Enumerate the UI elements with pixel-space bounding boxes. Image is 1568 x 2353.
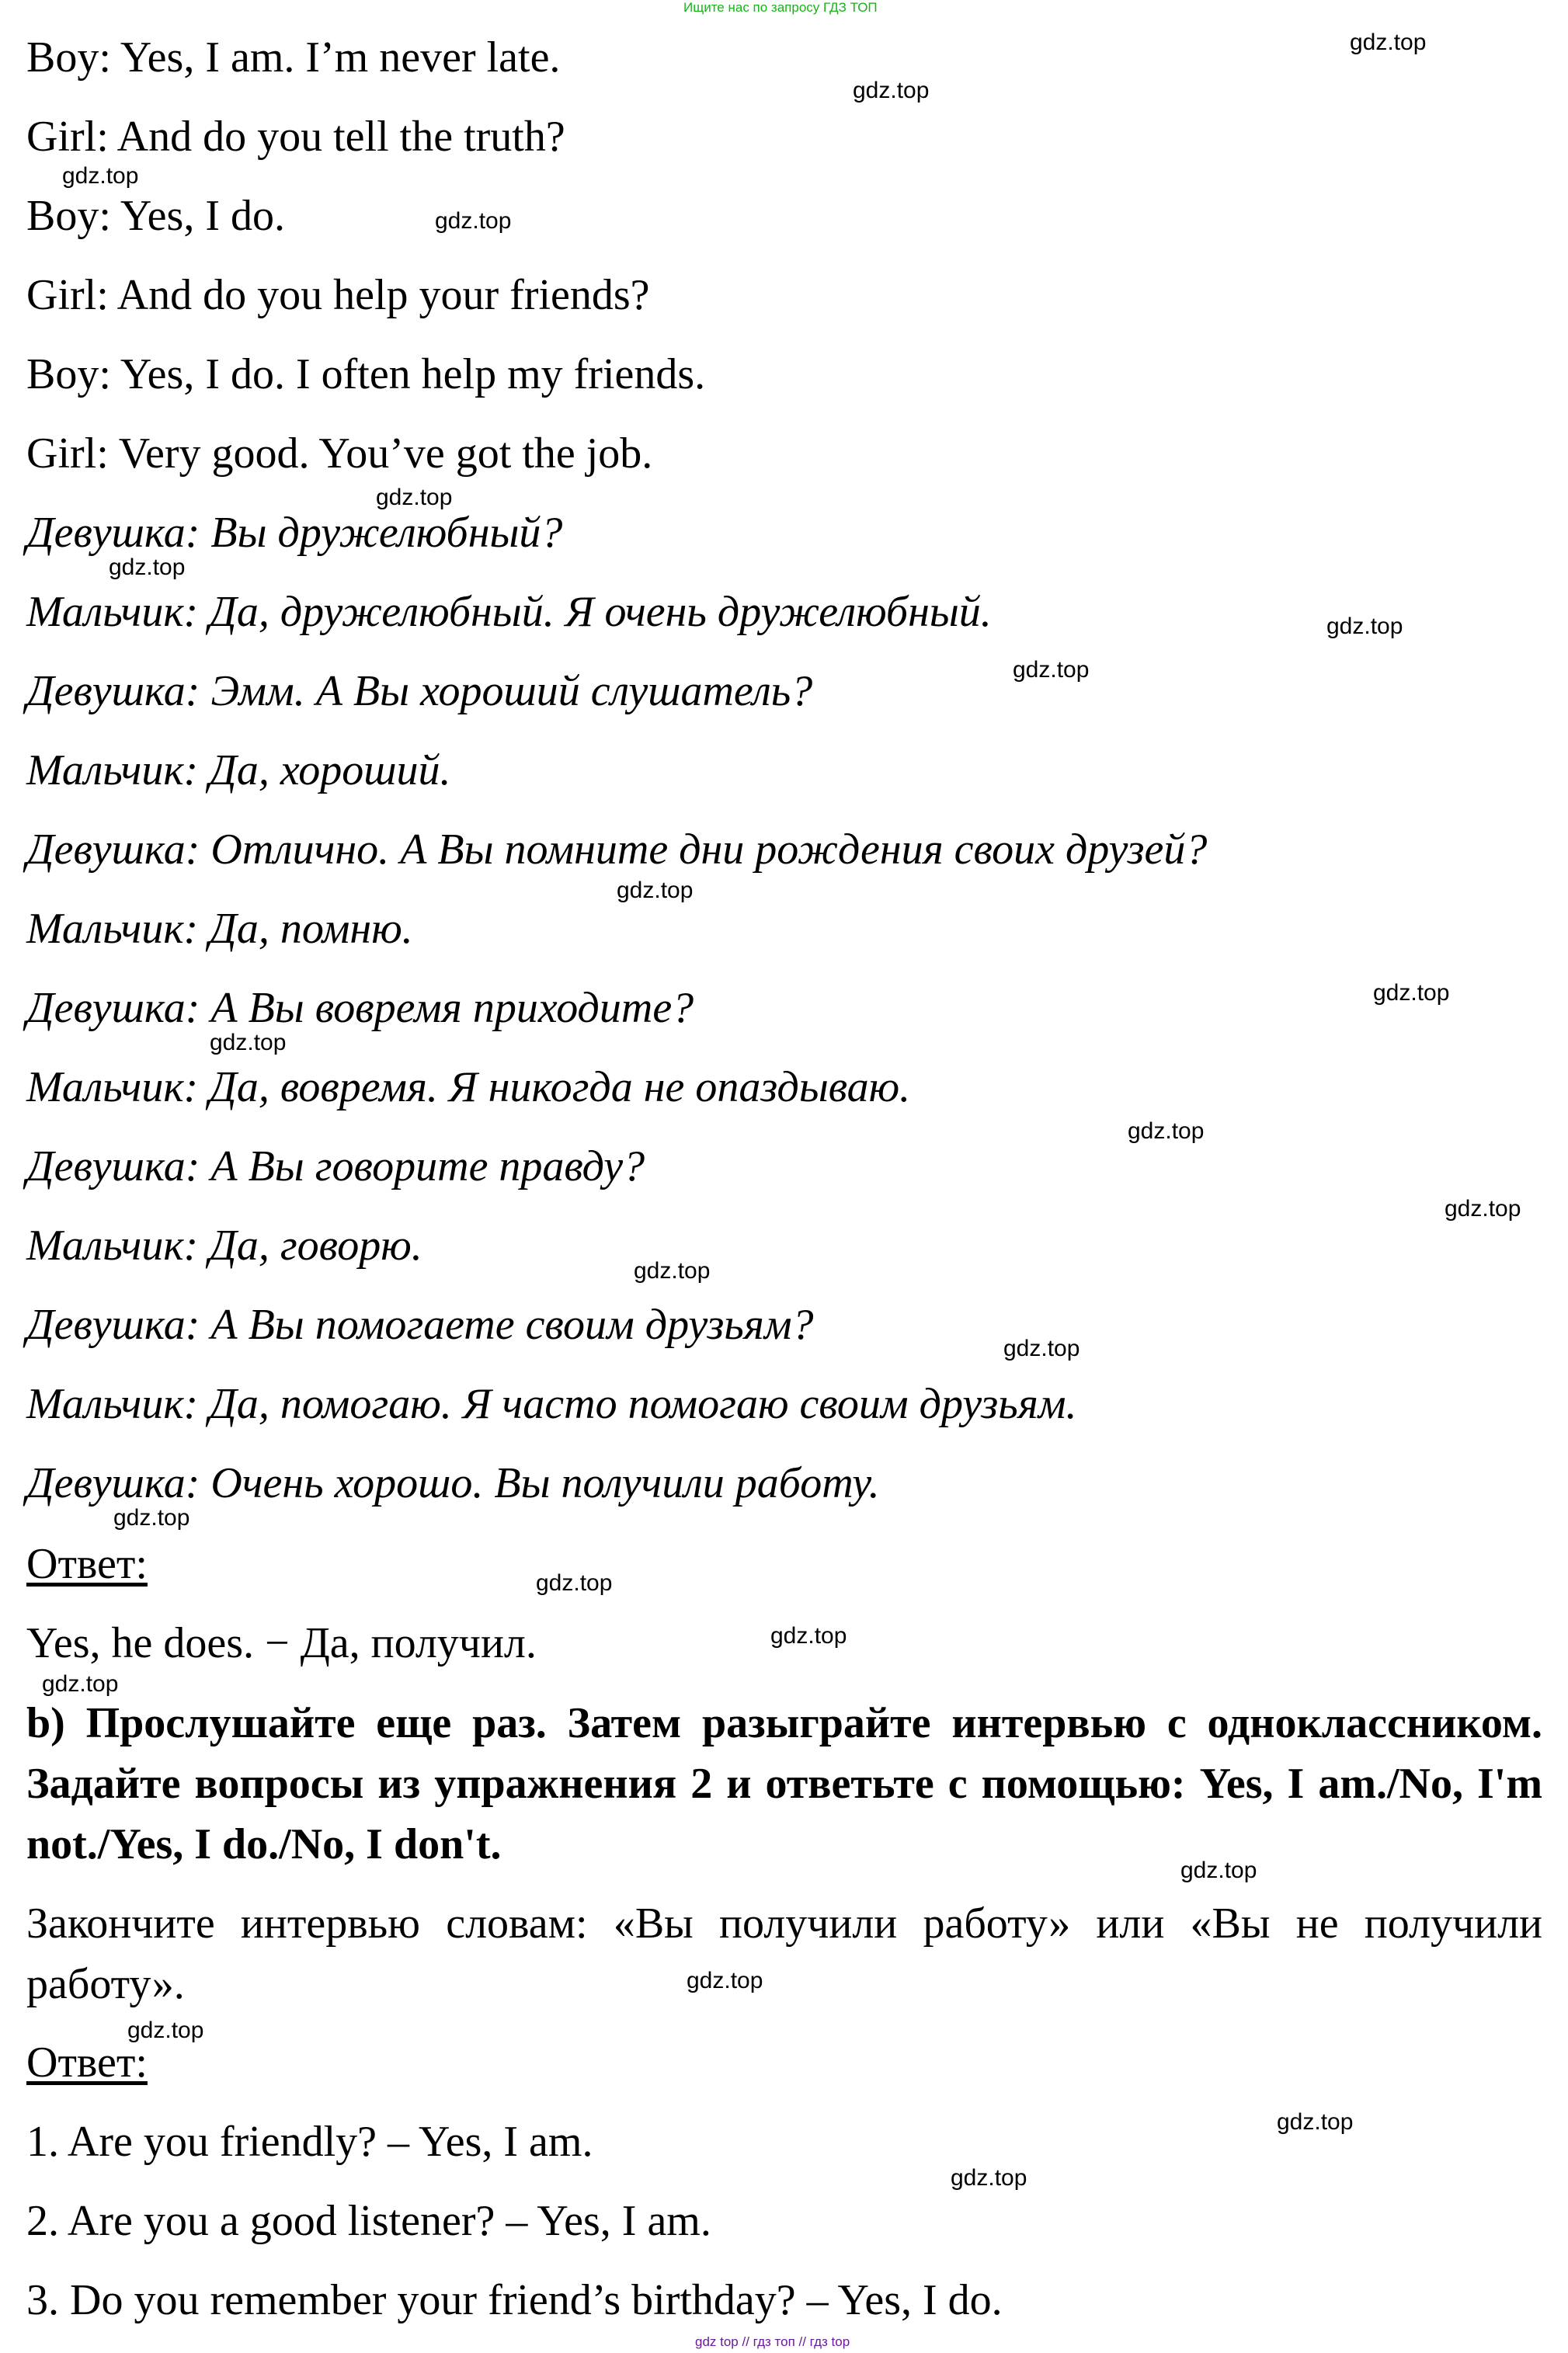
watermark: gdz.top xyxy=(1003,1336,1080,1361)
answer-label: Ответ: xyxy=(26,1540,148,1588)
top-search-banner[interactable]: Ищите нас по запросу ГДЗ ТОП xyxy=(683,0,878,15)
watermark: gdz.top xyxy=(1013,657,1090,683)
watermark: gdz.top xyxy=(770,1623,847,1649)
translation-line: Девушка: Эмм. А Вы хороший слушатель? xyxy=(26,667,813,715)
dialogue-line: Girl: And do you help your friends? xyxy=(26,271,650,319)
dialogue-line: Boy: Yes, I am. I’m never late. xyxy=(26,33,561,82)
watermark: gdz.top xyxy=(1277,2109,1354,2135)
dialogue-line: Boy: Yes, I do. xyxy=(26,192,285,240)
answer-b-label: Ответ: xyxy=(26,2038,148,2087)
watermark: gdz.top xyxy=(1445,1196,1521,1222)
watermark: gdz.top xyxy=(1373,980,1450,1006)
translation-line: Мальчик: Да, вовремя. Я никогда не опаздываю. xyxy=(26,1063,911,1111)
watermark: gdz.top xyxy=(951,2165,1027,2191)
task-b-instruction: b) Прослушайте еще раз. Затем разыграйте интервью с одноклассником. Задайте вопросы из упражнения 2 и ответьте с помощью: Yes, I am./No, I'm not./Yes, I do./No, I don't. xyxy=(26,1699,1542,1868)
dialogue-line: Girl: Very good. You’ve got the job. xyxy=(26,429,653,478)
watermark: gdz.top xyxy=(1350,30,1427,55)
translation-line: Девушка: Очень хорошо. Вы получили работу. xyxy=(26,1459,880,1507)
watermark: gdz.top xyxy=(1326,613,1403,639)
watermark: gdz.top xyxy=(1128,1118,1205,1144)
watermark: gdz.top xyxy=(127,2018,204,2043)
watermark: gdz.top xyxy=(42,1671,119,1697)
translation-line: Мальчик: Да, помню. xyxy=(26,905,413,953)
translation-line: Девушка: А Вы говорите правду? xyxy=(26,1142,645,1190)
watermark: gdz.top xyxy=(62,163,139,189)
translation-line: Мальчик: Да, говорю. xyxy=(26,1222,422,1270)
translation-line: Мальчик: Да, дружелюбный. Я очень дружелюбный. xyxy=(26,588,992,636)
answer-list-item: 1. Are you friendly? – Yes, I am. xyxy=(26,2118,593,2166)
watermark: gdz.top xyxy=(109,554,186,580)
answer-list-item: 3. Do you remember your friend’s birthday? – Yes, I do. xyxy=(26,2276,1003,2324)
bottom-site-links[interactable]: gdz top // гдз топ // гдз top xyxy=(695,2334,850,2349)
watermark: gdz.top xyxy=(210,1030,287,1055)
answer-text: Yes, he does. − Да, получил. xyxy=(26,1619,537,1667)
watermark: gdz.top xyxy=(617,878,694,903)
translation-line: Мальчик: Да, хороший. xyxy=(26,746,451,794)
watermark: gdz.top xyxy=(853,78,930,103)
translation-line: Девушка: А Вы вовремя приходите? xyxy=(26,984,694,1032)
watermark: gdz.top xyxy=(113,1505,190,1531)
translation-line: Девушка: Вы дружелюбный? xyxy=(26,509,563,557)
answer-list-item: 2. Are you a good listener? – Yes, I am. xyxy=(26,2197,711,2245)
watermark: gdz.top xyxy=(687,1968,763,1993)
watermark: gdz.top xyxy=(536,1570,613,1596)
watermark: gdz.top xyxy=(634,1258,711,1284)
watermark: gdz.top xyxy=(376,485,453,510)
translation-line: Мальчик: Да, помогаю. Я часто помогаю своим друзьям. xyxy=(26,1380,1077,1428)
watermark: gdz.top xyxy=(1180,1858,1257,1883)
dialogue-line: Girl: And do you tell the truth? xyxy=(26,113,565,161)
translation-line: Девушка: Отлично. А Вы помните дни рождения своих друзей? xyxy=(26,825,1208,874)
watermark: gdz.top xyxy=(435,208,512,234)
dialogue-line: Boy: Yes, I do. I often help my friends. xyxy=(26,350,706,398)
translation-line: Девушка: А Вы помогаете своим друзьям? xyxy=(26,1301,814,1349)
task-b-note: Закончите интервью словам: «Вы получили работу» или «Вы не получили работу». xyxy=(26,1899,1542,2008)
